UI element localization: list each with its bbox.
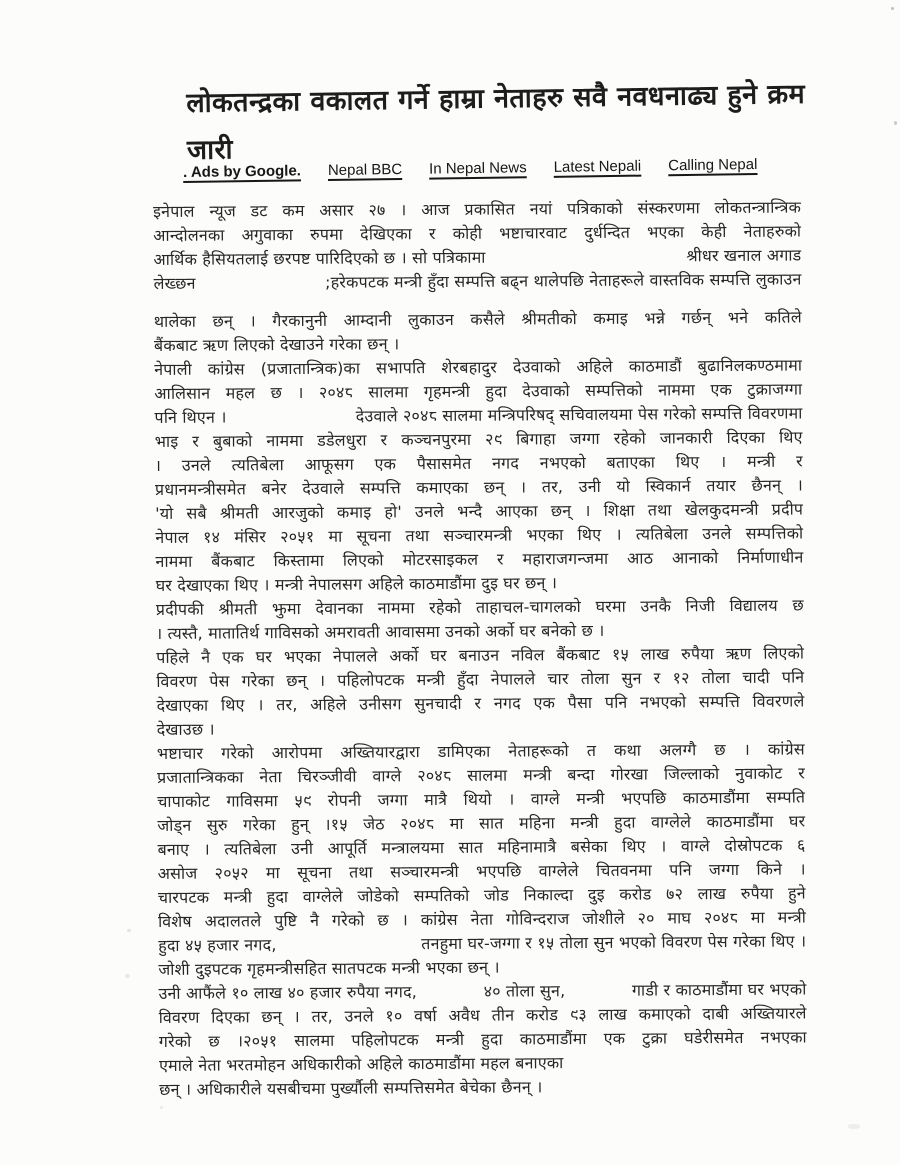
text-segment: गाडी र काठमाडौंमा घर भएको [631, 979, 807, 1000]
text-line: थालेका छन् । गैरकानुनी आम्दानी लुकाउन कसैले श्रीमतीको कमाइ भन्ने गर्छन् भने कतिले [153, 307, 802, 331]
text-segment: देउवाले २०४८ सालमा मन्त्रिपरिषद् सचिवालयमा पेस गरेको सम्पत्ति विवरणमा [355, 403, 803, 426]
text-line: नेपाल १४ मंसिर २०५१ मा सूचना तथा सञ्चारमन्त्री भएका थिए । त्यतिबेला उनले सम्पत्तिको [155, 523, 804, 547]
paragraph [157, 737, 807, 982]
paragraph [155, 497, 804, 598]
text-line: बैंकबाट ऋण लिएको देखाउने गरेका छन् । [153, 334, 400, 355]
text-line: विवरण दिएका छन् । तर, उनले १० वर्षा अवैध तीन करोड ९३ लाख कमाएको दाबी अख्तियारले [158, 1003, 807, 1027]
text-segment: हुदा ४५ हजार नगद, [158, 935, 277, 955]
text-line: जोशी दुइपटक गृहमन्त्रीसहित सातपटक मन्त्री भएका छन् । [158, 957, 500, 979]
text-line: देखाउछ । [156, 719, 215, 739]
text-line: देखाएका थिए । तर, अहिले उनीसग सुनचादी र नगद एक पैसा पनि नभएको सम्पत्ति विवरणले [156, 691, 805, 715]
paragraph [153, 195, 802, 296]
text-line: प्रजातान्त्रिकका नेता चिरञ्जीवी वाग्ले २०४८ सालमा मन्त्री बन्दा गोरखा जिल्लाको नुवाकोट र [156, 763, 806, 787]
nav-link-in-nepal-news[interactable]: In Nepal News [428, 159, 527, 178]
paragraph [156, 641, 805, 742]
nav-link-ads-by-google[interactable]: . Ads by Google. [183, 162, 302, 181]
text-line: नाममा बैंकबाट किस्तामा लिएको मोटरसाइकल र महाराजगन्जमा आठ आनाको निर्माणाधीन [155, 547, 804, 571]
text-line: आलिसान महल छ । २०४८ सालमा गृहमन्त्री हुदा देउवाको सम्पत्तिको नाममा एक टुक्राजग्गा [154, 379, 803, 403]
article-title-line-2: जारी [186, 134, 234, 166]
text-line: जोड्न सुरु गरेका हुन् ।१५ जेठ २०४८ मा सात महिना मन्त्री हुदा वाग्लेले काठमाडौंमा घर [157, 811, 806, 835]
text-line: प्रदीपकी श्रीमती झुमा देवानका नाममा रहेको ताहाचल-चागलको घरमा उनकै निजी विद्यालय छ [155, 595, 804, 619]
text-segment: ४० तोला सुन, [483, 981, 566, 1001]
scan-speck [891, 7, 894, 10]
text-line [154, 267, 802, 296]
paragraph [154, 305, 802, 358]
text-line: असोज २०५२ मा सूचना तथा सञ्चारमन्त्री भएपछि वाग्लेले चितवनमा पनि जग्गा किने । [157, 859, 806, 883]
scan-speck [848, 1124, 860, 1129]
text-line: भाइ र बुबाको नाममा डडेलधुरा र कञ्चनपुरमा २९ बिगाहा जग्गा रहेको जानकारी दिएका थिए [154, 427, 803, 451]
paragraph [154, 353, 803, 502]
paragraph [158, 977, 807, 1102]
text-line: । उनले त्यतिबेला आफूसग एक पैसासमेत नगद नभएको बताएका थिए । मन्त्री र [154, 451, 803, 475]
text-segment: श्रीधर खनाल अगाड [686, 245, 802, 266]
text-line: भष्टाचार गरेको आरोपमा अख्तियारद्वारा डामिएका नेताहरूको त कथा अलग्गै छ । कांग्रेस [156, 739, 805, 763]
scan-speck [127, 929, 131, 932]
text-line: । त्यस्तै, मातातिर्थ गाविसको अमरावती आवासमा उनको अर्को घर बनेको छ । [155, 620, 605, 643]
text-line: छन् । अधिकारीले यसबीचमा पुर्ख्यौली सम्पत्तिसमेत बेचेका छैनन् । [159, 1077, 543, 1099]
nav-link-latest-nepali[interactable]: Latest Nepali [553, 157, 642, 176]
scan-speck [894, 121, 897, 125]
text-segment: पनि थिएन । [154, 407, 227, 427]
text-segment: उनी आफैंले १० लाख ४० हजार रुपैया नगद, [158, 982, 418, 1003]
text-segment: तनहुमा घर-जग्गा र १५ तोला सुन भएको विवरण पेस गरेका थिए । [421, 931, 807, 954]
text-line: चारपटक मन्त्री हुदा वाग्लेले जोडेको सम्पतिको जोड निकाल्दा दुइ करोड ७२ लाख रुपैया हुने [157, 883, 806, 907]
text-line: पहिले नै एक घर भएका नेपालले अर्को घर बनाउन नविल बैंकबाट १५ लाख रुपैया ऋण लिएको [156, 643, 805, 667]
article-title-line-1: लोकतन्द्रका वकालत गर्ने हाम्रा नेताहरु सवै नवधनाढ्य हुने क्रम [186, 78, 806, 119]
text-line: नेपाली कांग्रेस (प्रजातान्त्रिक)का सभापति शेरबहादुर देउवाको अहिले काठमाडौं बुढानिलकण्ठमामा [154, 355, 803, 379]
text-line: एमाले नेता भरतमोहन अधिकारीको अहिले काठमाडौंमा महल बनाएका [158, 1053, 564, 1075]
text-line: चापाकोट गाविसमा ५९ रोपनी जग्गा मात्रै थियो । वाग्ले मन्त्री भएपछि काठमाडौंमा सम्पति [157, 787, 806, 811]
scan-speck [160, 1106, 163, 1109]
text-line: 'यो सबै श्रीमती आरजुको कमाइ हो' उनले भन्दै आएका छन् । शिक्षा तथा खेलकुदमन्त्री प्रदीप [155, 499, 804, 523]
text-line: बनाए । त्यतिबेला उनी आपूर्ति मन्त्रालयमा सात महिनामात्रै बसेका थिए । वाग्ले दोस्रोपटक ६ [157, 835, 806, 859]
nav-link-calling-nepal[interactable]: Calling Nepal [668, 155, 758, 175]
text-line [158, 929, 806, 958]
nav-link-nepal-bbc[interactable]: Nepal BBC [327, 160, 403, 179]
text-line: गरेको छ ।२०५१ सालमा पहिलोपटक मन्त्री हुदा काठमाडौंमा एक टुक्रा घडेरीसमेत नभएका [158, 1027, 807, 1051]
text-line: विवरण पेस गरेका छन् । पहिलोपटक मन्त्री हुँदा नेपालले चार तोला सुन र १२ तोला चादी पनि [156, 667, 805, 691]
text-line: प्रधानमन्त्रीसमेत बनेर देउवाले सम्पत्ति कमाएका छन् । तर, उनी यो स्विकार्न तयार छैनन् । [154, 475, 804, 499]
text-line: विशेष अदालतले पुष्टि नै गरेको छ । कांग्रेस नेता गोविन्दराज जोशीले २० माघ २०४८ मा मन्त्री [157, 907, 807, 931]
text-segment: ;हरेकपटक मन्त्री हुँदा सम्पत्ति बढ्न थालेपछि नेताहरूले वास्तविक सम्पत्ति लुकाउन [325, 269, 802, 292]
scan-speck [125, 974, 130, 978]
text-line: इनेपाल न्यूज डट कम असार २७ । आज प्रकासित नयां पत्रिकाको संस्करणमा लोकतन्त्रान्त्रिक [153, 197, 802, 221]
article-body [153, 195, 807, 1102]
paragraph [156, 593, 804, 646]
text-segment: लेख्छन [153, 273, 196, 293]
text-segment: आर्थिक हैसियतलाई छरपष्ट पारिदिएको छ । सो पत्रिकामा [153, 247, 486, 269]
text-line: आन्दोलनका अगुवाका रुपमा देखिएका र कोही भष्टाचारवाट दुर्धन्दित भएका केही नेताहरुको [153, 221, 802, 245]
text-line: घर देखाएका थिए । मन्त्री नेपालसग अहिले काठमाडौंमा दुइ घर छन् । [155, 573, 558, 595]
